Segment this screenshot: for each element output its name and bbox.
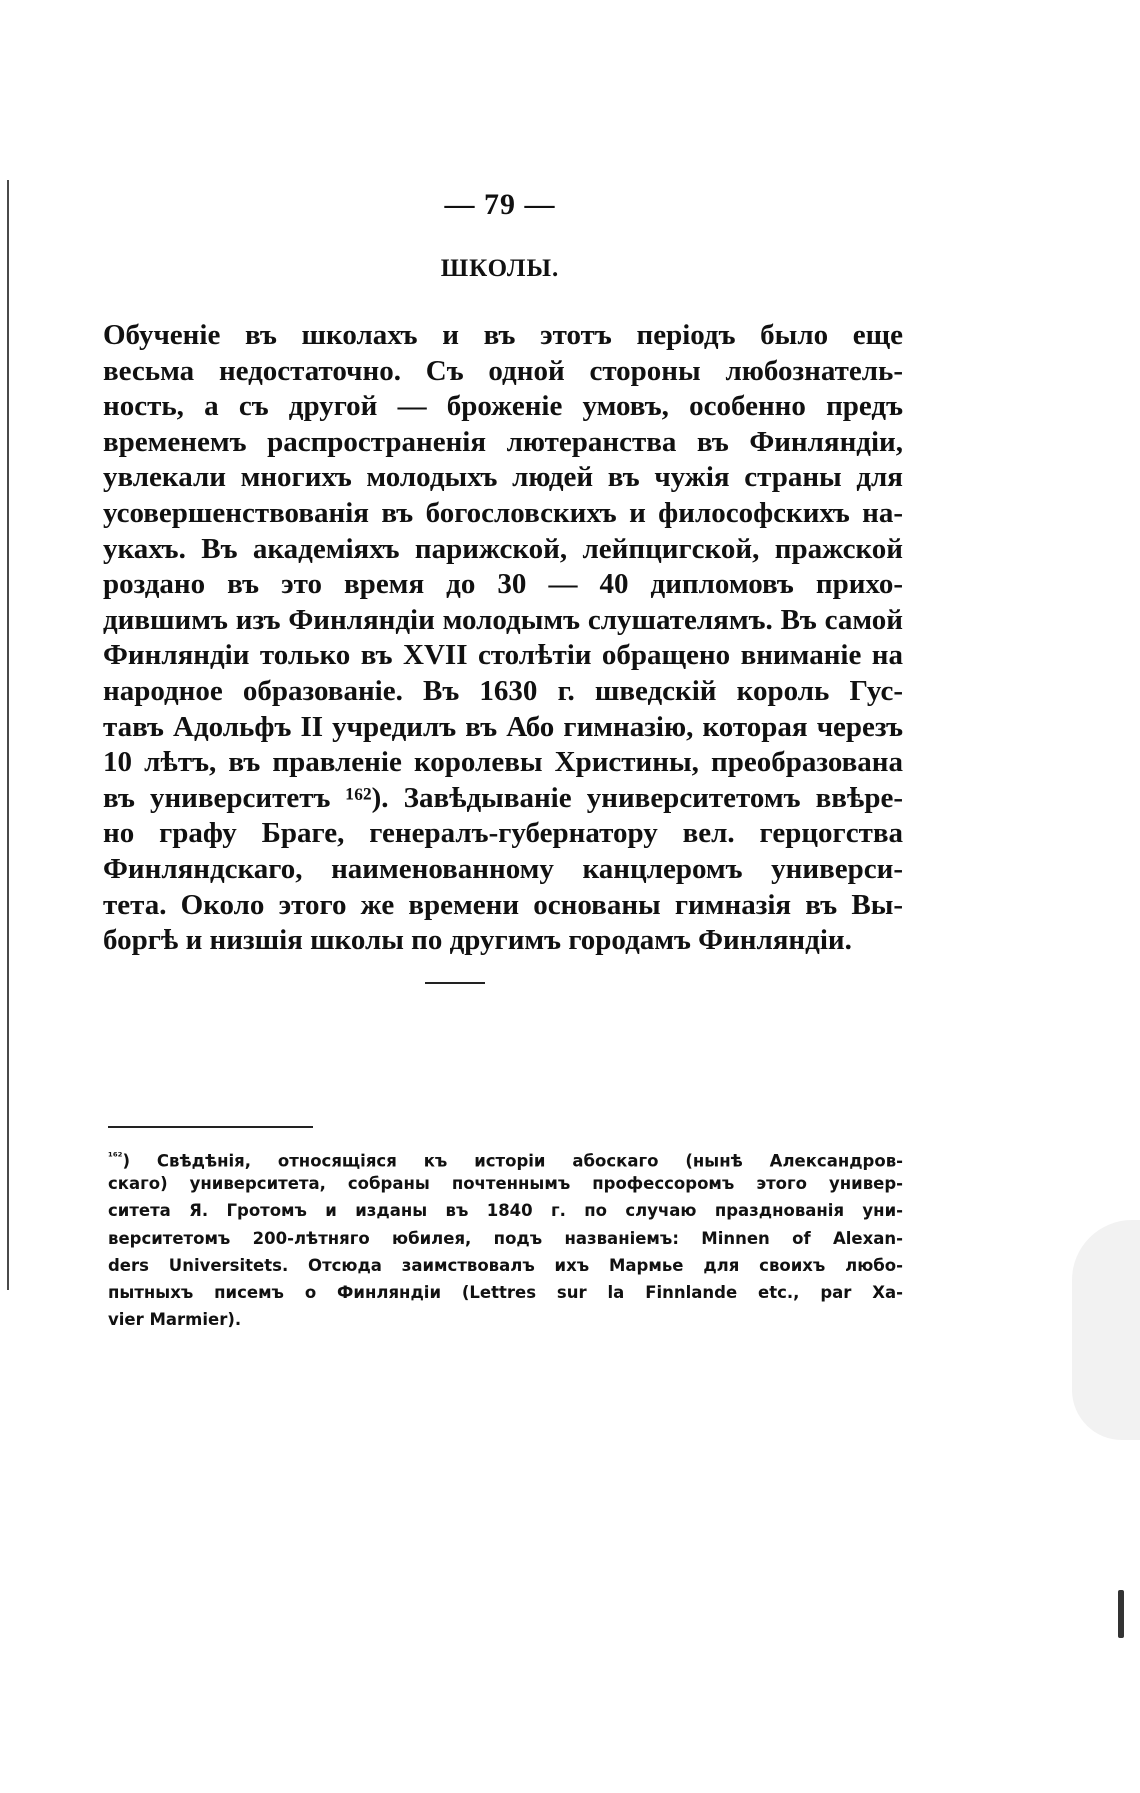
footnote-line: пытныхъ писемъ о Финляндіи (Lettres sur la Finnlande etc., par Xa-	[108, 1282, 903, 1302]
section-separator	[425, 982, 485, 984]
footnote-line-text: ) Свѣдѣнія, относящіяся къ исторіи абоскаго (нынѣ Александров-	[122, 1151, 903, 1171]
body-line: усовершенствованія въ богословскихъ и философскихъ на-	[103, 496, 903, 529]
body-line: увлекали многихъ молодыхъ людей въ чужія страны для	[103, 461, 903, 494]
footnote-line	[108, 1143, 903, 1170]
body-line: Обученіе въ школахъ и въ этотъ періодъ было еще	[103, 319, 903, 351]
footnote-line: ситета Я. Гротомъ и изданы въ 1840 г. по случаю празднованія уни-	[108, 1201, 903, 1221]
body-line: въ университетъ ¹⁶²). Завѣдываніе университетомъ ввѣре-	[103, 781, 903, 814]
page-left-edge	[7, 180, 9, 1290]
body-text	[103, 318, 903, 959]
footnote-marker: ¹⁶²	[108, 1150, 123, 1163]
body-line: роздано въ это время до 30 — 40 дипломовъ прихо-	[103, 568, 903, 601]
footnote-line: скаго) университета, собраны почтеннымъ профессоромъ этого универ-	[108, 1174, 903, 1194]
footnote-line: vier Marmier).	[108, 1310, 242, 1330]
page-curl-shadow	[1072, 1220, 1140, 1440]
footnote-line: ders Universitets. Отсюда заимствовалъ ихъ Мармье для своихъ любо-	[108, 1255, 903, 1275]
page-number: — 79 —	[444, 188, 556, 221]
body-line: укахъ. Въ академіяхъ парижской, лейпцигской, пражской	[103, 532, 903, 565]
footnote-rule	[108, 1126, 313, 1128]
body-line: тета. Около этого же времени основаны гимназія въ Вы-	[103, 888, 903, 921]
body-line: ность, а съ другой — броженіе умовъ, особенно предъ	[103, 390, 903, 423]
body-line: тавъ Адольфъ II учредилъ въ Або гимназію, которая черезъ	[103, 710, 903, 743]
footnote	[108, 1143, 903, 1333]
footnote-line: верситетомъ 200-лѣтняго юбилея, подъ названіемъ: Minnen of Alexan-	[108, 1228, 903, 1248]
body-line: временемъ распространенія лютеранства въ Финляндіи,	[103, 425, 903, 458]
body-line: народное образованіе. Въ 1630 г. шведскій король Гус-	[103, 674, 903, 707]
edge-mark	[1118, 1590, 1124, 1638]
body-line: но графу Браге, генералъ-губернатору вел. герцогства	[103, 817, 903, 850]
body-line: 10 лѣтъ, въ правленіе королевы Христины, преобразована	[103, 746, 903, 779]
body-line: Финляндіи только въ XVII столѣтіи обращено вниманіе на	[103, 639, 903, 672]
section-title: ШКОЛЫ.	[440, 255, 560, 282]
body-line: дившимъ изъ Финляндіи молодымъ слушателямъ. Въ самой	[103, 603, 903, 636]
body-line: весьма недостаточно. Съ одной стороны любознатель-	[103, 354, 903, 387]
body-line: Финляндскаго, наименованному канцлеромъ универси-	[103, 852, 903, 885]
body-line: боргѣ и низшія школы по другимъ городамъ Финляндіи.	[103, 924, 852, 957]
